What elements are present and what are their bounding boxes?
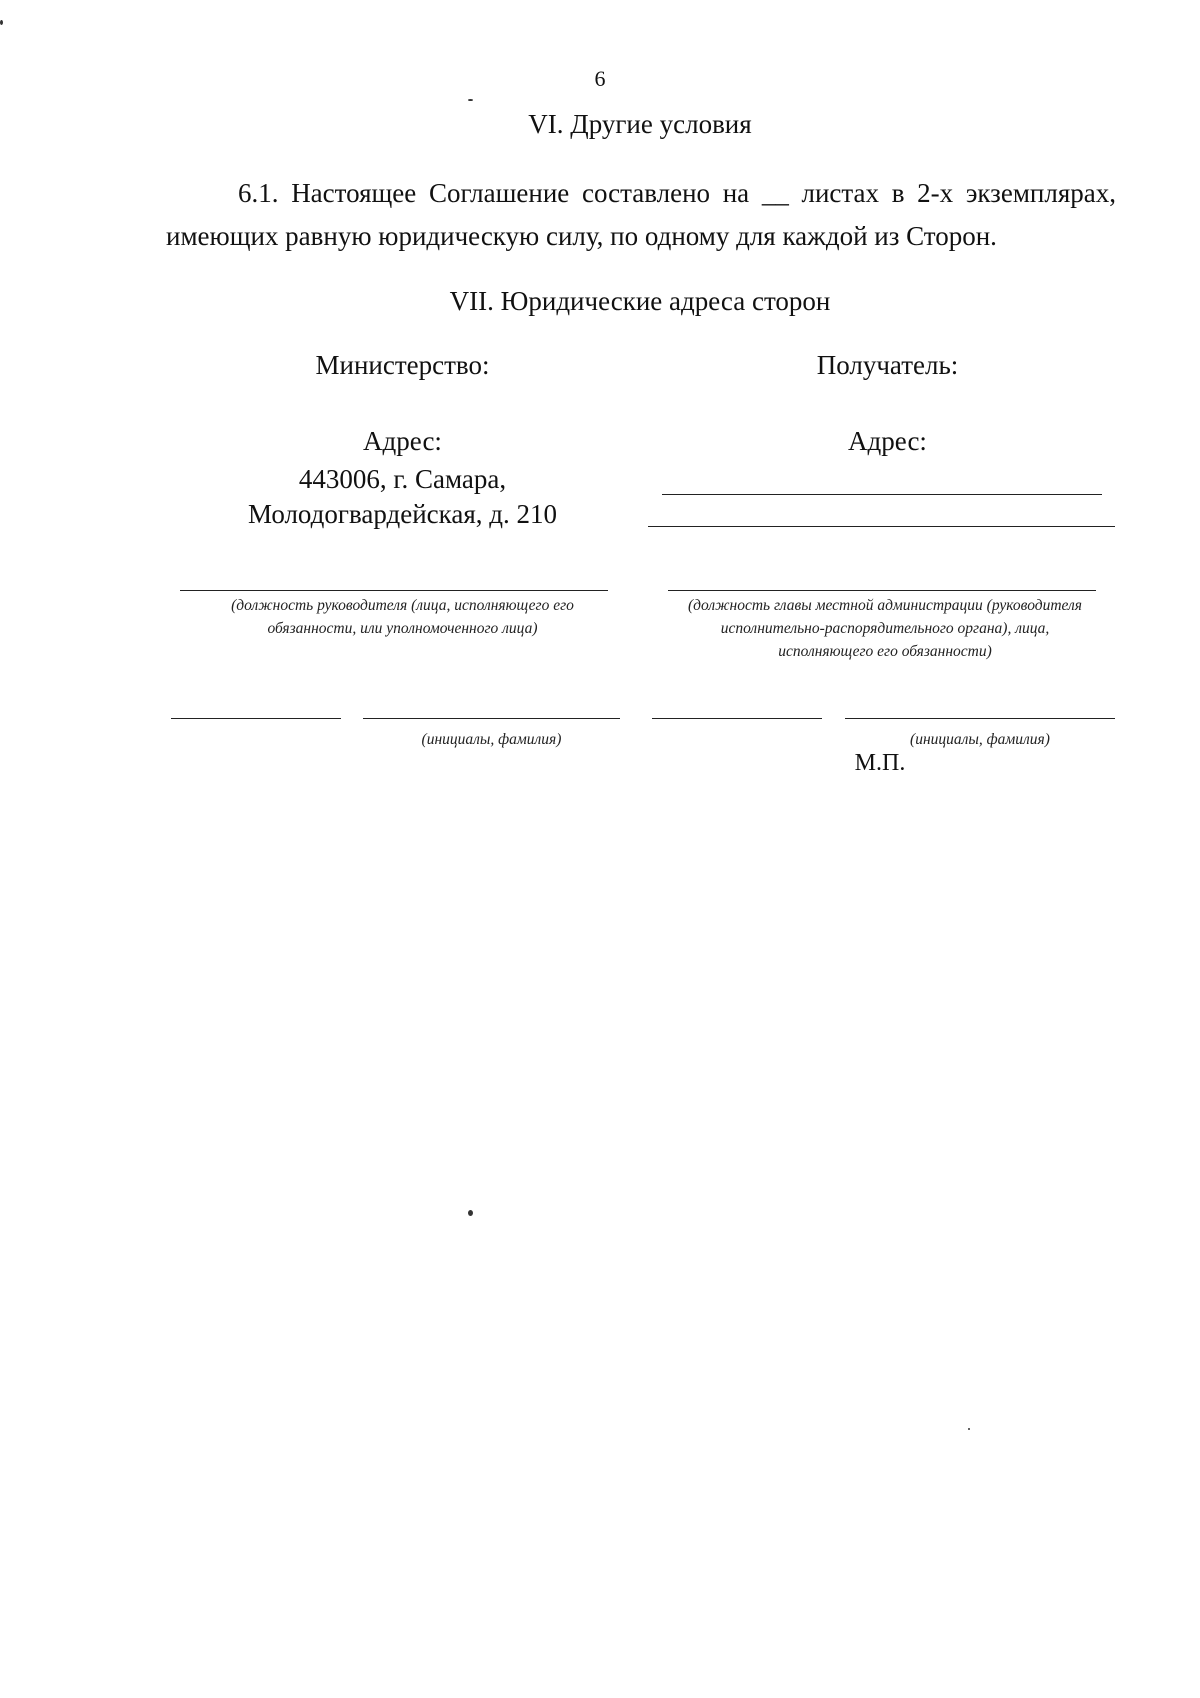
stamp-placeholder: М.П. [854, 750, 906, 776]
section-7-title: VII. Юридические адреса сторон [449, 286, 831, 316]
recipient-signature-caption: (инициалы, фамилия) [910, 731, 1050, 748]
recipient-initials-line [845, 718, 1115, 719]
recipient-position-caption-2: исполнительно-распорядительного органа), лица, [720, 620, 1050, 637]
scan-speck [968, 1428, 970, 1430]
recipient-position-caption-3: исполняющего его обязанности) [778, 643, 992, 660]
ministry-address-line-2: Молодогвардейская, д. 210 [247, 499, 557, 529]
ministry-address-label: Адрес: [363, 426, 442, 456]
recipient-label: Получатель: [816, 350, 959, 380]
ministry-address-line-1: 443006, г. Самара, [298, 464, 507, 494]
paragraph-line-2: имеющих равную юридическую силу, по одному для каждой из Сторон. [166, 221, 997, 251]
recipient-address-line-1 [662, 494, 1102, 495]
scan-speck [0, 20, 3, 25]
ministry-signature-caption: (инициалы, фамилия) [421, 731, 562, 748]
recipient-address-line-2 [648, 526, 1115, 527]
recipient-position-caption-1: (должность главы местной администрации (руководителя [687, 597, 1082, 614]
recipient-signature-line [652, 718, 822, 719]
scan-speck [468, 99, 473, 101]
scan-speck [468, 1210, 473, 1216]
ministry-signature-line [171, 718, 341, 719]
recipient-address-label: Адрес: [848, 426, 927, 456]
paragraph-line-1: 6.1. Настоящее Соглашение составлено на __ листах в 2-х экземплярах, [238, 178, 1116, 208]
recipient-position-line [668, 590, 1096, 591]
ministry-position-caption-1: (должность руководителя (лица, исполняющего его [231, 597, 574, 614]
ministry-position-line [180, 590, 608, 591]
section-6-paragraph [166, 172, 1116, 258]
section-6-title: VI. Другие условия [528, 109, 752, 139]
ministry-label: Министерство: [315, 350, 490, 380]
ministry-initials-line [363, 718, 620, 719]
page-number: 6 [594, 66, 606, 91]
ministry-position-caption-2: обязанности, или уполномоченного лица) [267, 620, 538, 637]
